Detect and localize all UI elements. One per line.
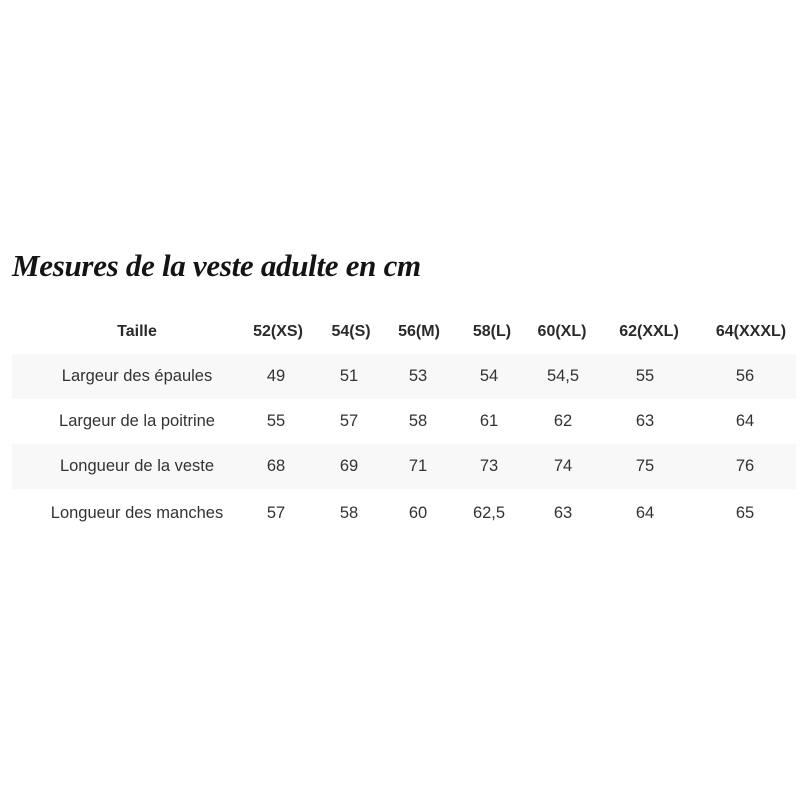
table-cell: 55 bbox=[266, 412, 286, 430]
table-cell: 56 bbox=[735, 367, 755, 385]
table-row bbox=[12, 399, 796, 444]
table-cell: 75 bbox=[635, 457, 655, 475]
row-label: Largeur des épaules bbox=[61, 367, 213, 385]
table-cell: 71 bbox=[408, 457, 428, 475]
table-cell: 57 bbox=[339, 412, 359, 430]
table-cell: 61 bbox=[479, 412, 499, 430]
table-cell: 65 bbox=[735, 504, 755, 522]
table-cell: 64 bbox=[635, 504, 655, 522]
page-title: Mesures de la veste adulte en cm bbox=[12, 248, 421, 283]
table-cell: 60 bbox=[408, 504, 428, 522]
header-label-taille: Taille bbox=[117, 322, 157, 340]
table-cell: 55 bbox=[635, 367, 655, 385]
header-size-m: 56(M) bbox=[398, 322, 440, 340]
header-size-xs: 52(XS) bbox=[253, 322, 303, 340]
header-size-s: 54(S) bbox=[331, 322, 371, 340]
header-size-xl: 60(XL) bbox=[537, 322, 587, 340]
table-cell: 54 bbox=[479, 367, 499, 385]
table-cell: 64 bbox=[735, 412, 755, 430]
table-cell: 49 bbox=[266, 367, 286, 385]
table-cell: 51 bbox=[339, 367, 359, 385]
table-cell: 74 bbox=[553, 457, 573, 475]
table-cell: 58 bbox=[339, 504, 359, 522]
table-row bbox=[12, 444, 796, 489]
header-size-xxl: 62(XXL) bbox=[619, 322, 679, 340]
table-cell: 62,5 bbox=[472, 504, 506, 522]
table-cell: 76 bbox=[735, 457, 755, 475]
table-row bbox=[12, 491, 796, 536]
header-size-l: 58(L) bbox=[472, 322, 512, 340]
table-cell: 63 bbox=[553, 504, 573, 522]
table-cell: 58 bbox=[408, 412, 428, 430]
table-header-row bbox=[12, 309, 796, 354]
header-size-xxxl: 64(XXXL) bbox=[715, 322, 787, 340]
table-cell: 63 bbox=[635, 412, 655, 430]
table-cell: 62 bbox=[553, 412, 573, 430]
table-cell: 68 bbox=[266, 457, 286, 475]
table-cell: 53 bbox=[408, 367, 428, 385]
row-label: Longueur des manches bbox=[50, 504, 224, 522]
table-row bbox=[12, 354, 796, 399]
table-cell: 69 bbox=[339, 457, 359, 475]
table-cell: 73 bbox=[479, 457, 499, 475]
table-cell: 57 bbox=[266, 504, 286, 522]
table-cell: 54,5 bbox=[546, 367, 580, 385]
row-label: Longueur de la veste bbox=[59, 457, 215, 475]
row-label: Largeur de la poitrine bbox=[59, 412, 215, 430]
